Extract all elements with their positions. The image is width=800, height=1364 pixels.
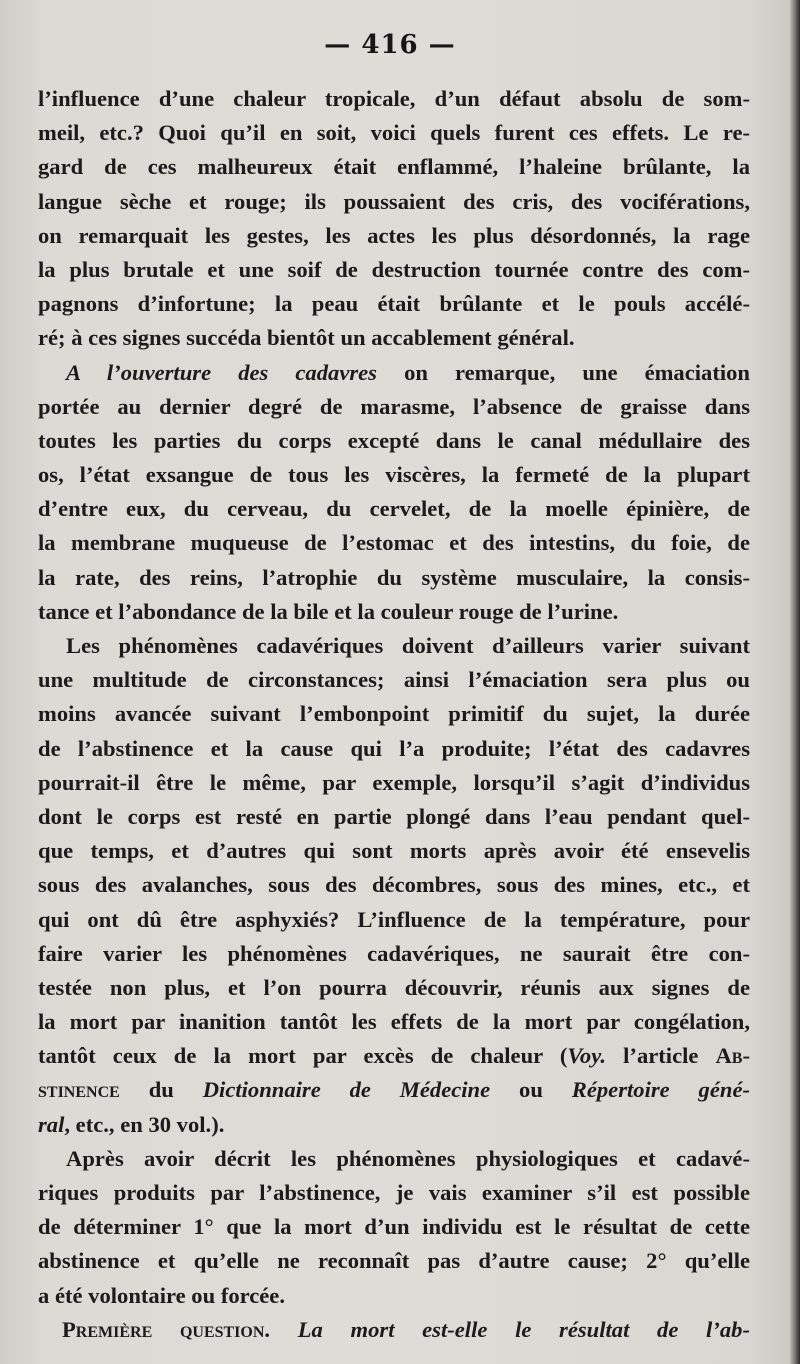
text-line: tantôt ceux de la mort par excès de chaleur (Voy. l’article Ab- bbox=[38, 1043, 750, 1069]
text-line: qui ont dû être asphyxiés? L’influence de la température, pour bbox=[38, 906, 750, 932]
smallcaps-phrase: Première question. bbox=[62, 1316, 271, 1342]
text-line: ré; à ces signes succéda bientôt un accablement général. bbox=[38, 325, 575, 351]
text-line: faire varier les phénomènes cadavériques, ne saurait être con- bbox=[38, 940, 750, 966]
text-line: tance et l’abondance de la bile et la couleur rouge de l’urine. bbox=[38, 598, 619, 624]
italic-phrase: Voy. bbox=[567, 1043, 607, 1069]
text-line: d’entre eux, du cerveau, du cervelet, de la moelle épinière, de bbox=[38, 496, 750, 522]
text-line: abstinence et qu’elle ne reconnaît pas d’autre cause; 2° qu’elle bbox=[38, 1248, 750, 1274]
text-line: la rate, des reins, l’atrophie du système musculaire, la consis- bbox=[38, 564, 750, 590]
text-line: gard de ces malheureux était enflammé, l’haleine brûlante, la bbox=[38, 154, 750, 180]
text-line: que temps, et d’autres qui sont morts après avoir été ensevelis bbox=[38, 838, 750, 864]
text-line: pourrait-il être le même, par exemple, lorsqu’il s’agit d’individus bbox=[38, 769, 750, 795]
text-line: os, l’état exsangue de tous les viscères, la fermeté de la plupart bbox=[38, 462, 750, 488]
text-line: dont le corps est resté en partie plongé dans l’eau pendant quel- bbox=[38, 803, 750, 829]
text-line: meil, etc.? Quoi qu’il en soit, voici quels furent ces effets. Le re- bbox=[38, 120, 750, 146]
smallcaps-phrase: Ab- bbox=[715, 1043, 750, 1069]
body-text bbox=[38, 82, 750, 1347]
text-line: pagnons d’infortune; la peau était brûlante et le pouls accélé- bbox=[38, 291, 750, 317]
italic-phrase: Répertoire géné- bbox=[571, 1077, 750, 1103]
text-line: de l’abstinence et la cause qui l’a produite; l’état des cadavres bbox=[38, 735, 750, 761]
italic-phrase: La mort est-elle le résultat de l’ab- bbox=[297, 1316, 750, 1342]
text-line: on remarquait les gestes, les actes les plus désordonnés, la rage bbox=[38, 222, 750, 248]
text-line: stinence du Dictionnaire de Médecine ou Répertoire géné- bbox=[38, 1077, 750, 1103]
text-line: a été volontaire ou forcée. bbox=[38, 1282, 285, 1308]
text-line: moins avancée suivant l’embonpoint primitif du sujet, la durée bbox=[38, 701, 750, 727]
text-line: sous des avalanches, sous des décombres, sous des mines, etc., et bbox=[38, 872, 750, 898]
text-line: de déterminer 1° que la mort d’un individu est le résultat de cette bbox=[38, 1214, 750, 1240]
page-number: — 416 — bbox=[324, 30, 456, 60]
text-line: toutes les parties du corps excepté dans le canal médullaire des bbox=[38, 427, 750, 453]
italic-phrase: A l’ouverture des cadavres bbox=[66, 359, 377, 385]
text-line: la mort par inanition tantôt les effets de la mort par congélation, bbox=[38, 1009, 750, 1035]
text-line: Les phénomènes cadavériques doivent d’ailleurs varier suivant bbox=[66, 633, 750, 658]
text-line: langue sèche et rouge; ils poussaient des cris, des vociférations, bbox=[38, 188, 750, 214]
italic-phrase: Dictionnaire de Médecine bbox=[202, 1077, 491, 1103]
text-line: A l’ouverture des cadavres on remarque, une émaciation bbox=[66, 359, 750, 385]
text-line: Après avoir décrit les phénomènes physiologiques et cadavé- bbox=[66, 1145, 750, 1171]
text-line: une multitude de circonstances; ainsi l’émaciation sera plus ou bbox=[38, 667, 750, 693]
italic-phrase: ral bbox=[38, 1111, 65, 1137]
text-line: la membrane muqueuse de l’estomac et des intestins, du foie, de bbox=[38, 530, 750, 556]
text-line: portée au dernier degré de marasme, l’absence de graisse dans bbox=[38, 393, 750, 419]
text-line bbox=[38, 1313, 750, 1347]
text-line: ral, etc., en 30 vol.). bbox=[38, 1111, 225, 1137]
text-line: riques produits par l’abstinence, je vais examiner s’il est possible bbox=[38, 1180, 750, 1205]
page-edge-shadow bbox=[790, 0, 800, 1364]
text-line: l’influence d’une chaleur tropicale, d’un défaut absolu de som- bbox=[38, 86, 750, 111]
text-line: la plus brutale et une soif de destruction tournée contre des com- bbox=[38, 256, 750, 282]
text-line: testée non plus, et l’on pourra découvrir, réunis aux signes de bbox=[38, 974, 750, 1000]
smallcaps-phrase: stinence bbox=[38, 1077, 120, 1103]
